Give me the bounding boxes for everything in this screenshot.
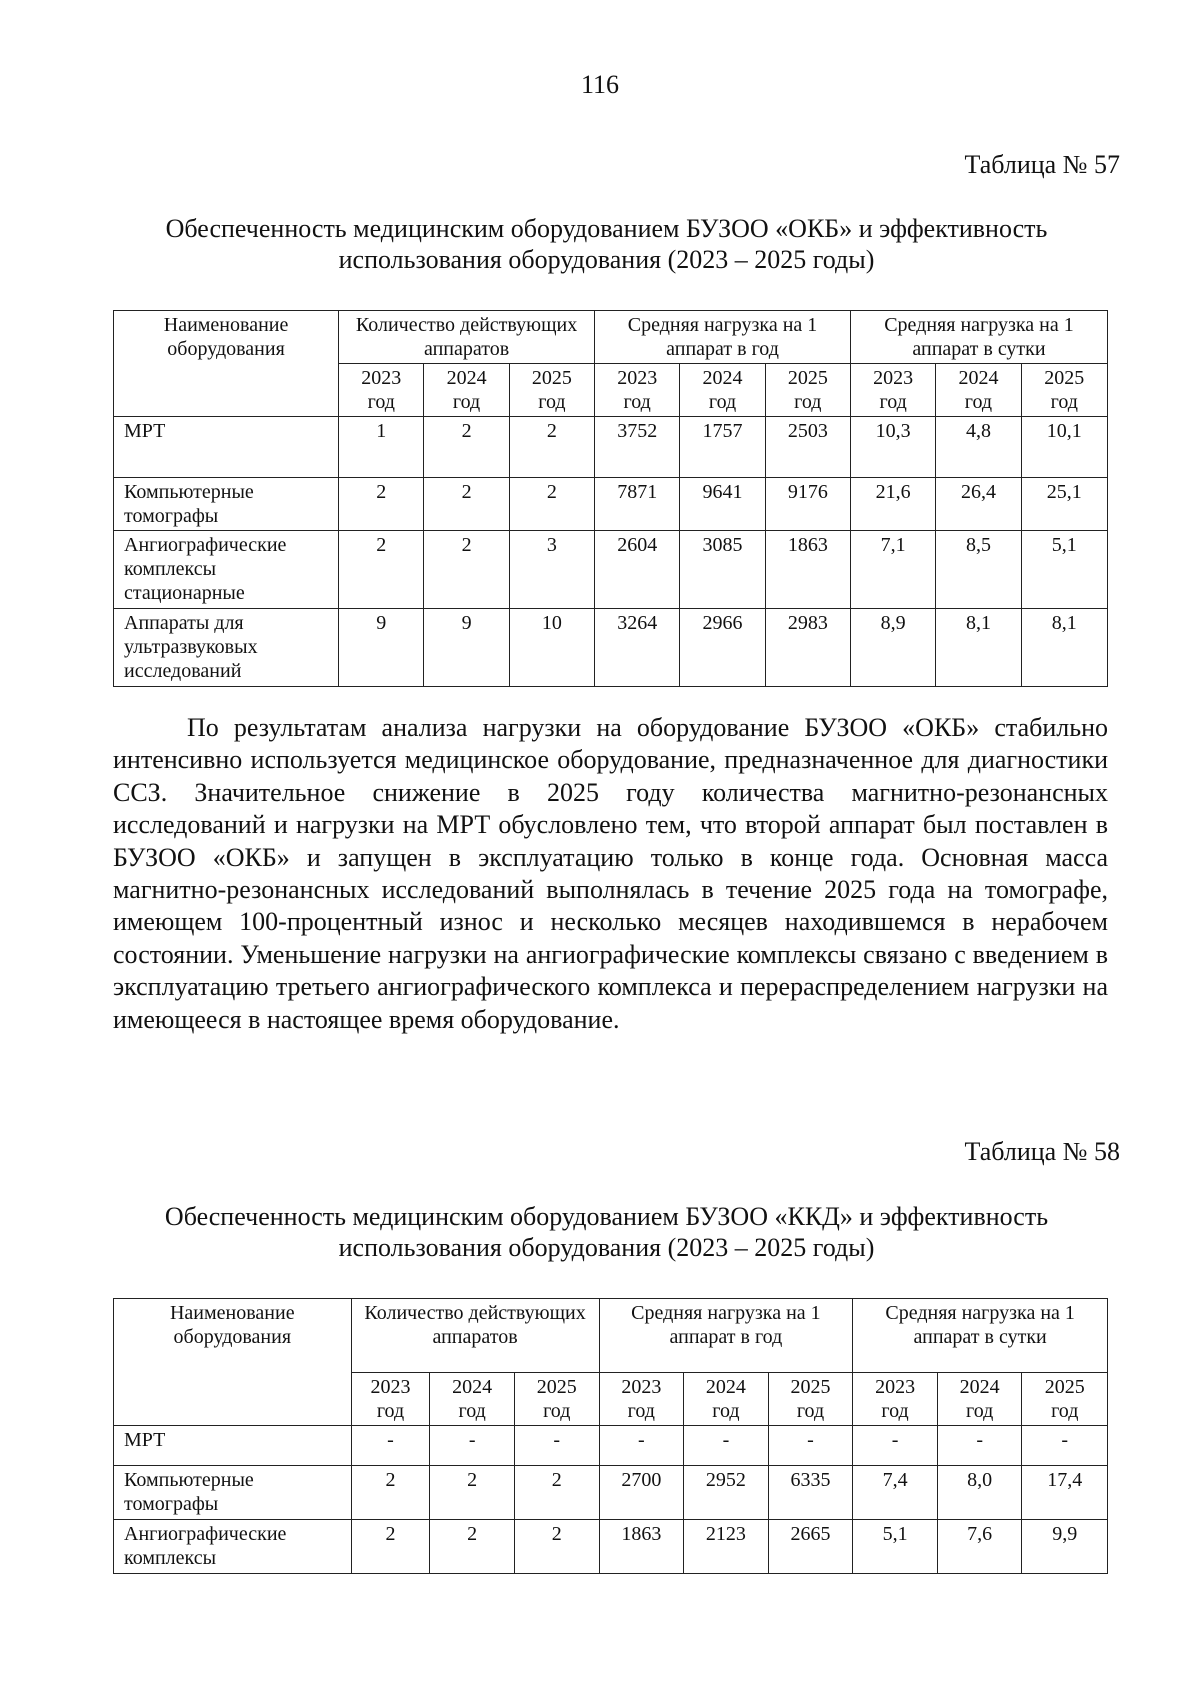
header-equipment-name: Наименование оборудования bbox=[114, 1299, 352, 1426]
header-year: 2025 bbox=[531, 367, 572, 389]
cell-value: 3752 bbox=[595, 417, 680, 478]
cell-value: 2 bbox=[351, 1466, 430, 1520]
table-57-title-line2: использования оборудования (2023 – 2025 годы) bbox=[338, 245, 875, 274]
header-year-unit: год bbox=[458, 1400, 486, 1422]
cell-value: 2983 bbox=[765, 609, 850, 687]
cell-value: - bbox=[768, 1426, 853, 1466]
cell-value: 21,6 bbox=[850, 478, 935, 531]
cell-value: 9176 bbox=[765, 478, 850, 531]
cell-value: 9 bbox=[424, 609, 509, 687]
header-active-units: Количество действующих аппаратов bbox=[351, 1299, 599, 1373]
cell-value: 2 bbox=[509, 478, 594, 531]
header-year-unit: год bbox=[1050, 391, 1078, 413]
cell-value: 7,6 bbox=[937, 1520, 1022, 1574]
header-year-cell bbox=[684, 1373, 769, 1426]
cell-value: 7,4 bbox=[853, 1466, 938, 1520]
header-year-cell bbox=[430, 1373, 515, 1426]
analysis-paragraph: По результатам анализа нагрузки на оборудование БУЗОО «ОКБ» стабильно интенсивно используется медицинское оборудование, предназначенное для диагностики ССЗ. Значительное снижение в 2025 году количества магнитно-резонансных исследований и нагрузки на МРТ обусловлено тем, что второй аппарат был поставлен в БУЗОО «ОКБ» и запущен в эксплуатацию только в конце года. Основная масса магнитно-резонансных исследований выполнялась в течение 2025 года на томографе, имеющем 100-процентный износ и несколько месяцев находившемся в нерабочем состоянии. Уменьшение нагрузки на ангиографические комплексы связано с введением в эксплуатацию третьего ангиографического комплекса и перераспределением нагрузки на имеющееся в настоящее время оборудование. bbox=[113, 713, 1108, 1034]
cell-value: 9,9 bbox=[1022, 1520, 1108, 1574]
header-year-cell bbox=[599, 1373, 684, 1426]
cell-value: 2 bbox=[430, 1466, 515, 1520]
cell-value: 26,4 bbox=[936, 478, 1021, 531]
cell-value: 2503 bbox=[765, 417, 850, 478]
table-row bbox=[114, 1426, 1108, 1466]
cell-value: 7,1 bbox=[850, 531, 935, 609]
table-58-title-line1: Обеспеченность медицинским оборудованием БУЗОО «ККД» и эффективность bbox=[164, 1202, 1049, 1231]
header-year-unit: год bbox=[627, 1400, 655, 1422]
equipment-name: Ангиографические комплексы стационарные bbox=[114, 531, 339, 609]
cell-value: 8,0 bbox=[937, 1466, 1022, 1520]
header-year-cell bbox=[768, 1373, 853, 1426]
header-year-unit: год bbox=[367, 391, 395, 413]
cell-value: 9641 bbox=[680, 478, 765, 531]
header-year-unit: год bbox=[376, 1400, 405, 1422]
cell-value: 25,1 bbox=[1021, 478, 1107, 531]
cell-value: 2 bbox=[509, 417, 594, 478]
cell-value: 1 bbox=[339, 417, 424, 478]
header-equipment-name: Наименование оборудования bbox=[114, 311, 339, 417]
cell-value: 1863 bbox=[599, 1520, 684, 1574]
header-year-cell bbox=[424, 364, 509, 417]
table-58-title-line2: использования оборудования (2023 – 2025 годы) bbox=[338, 1233, 875, 1262]
header-year-cell bbox=[339, 364, 424, 417]
header-year: 2024 bbox=[958, 367, 999, 389]
table-row bbox=[114, 609, 1108, 687]
table-58 bbox=[113, 1298, 1108, 1574]
header-year: 2023 bbox=[370, 1376, 411, 1398]
cell-value: 3085 bbox=[680, 531, 765, 609]
cell-value: 8,1 bbox=[1021, 609, 1107, 687]
header-year: 2023 bbox=[621, 1376, 662, 1398]
header-year-unit: год bbox=[1051, 1400, 1079, 1422]
header-annual-load: Средняя нагрузка на 1 аппарат в год bbox=[599, 1299, 853, 1373]
table-row bbox=[114, 1466, 1108, 1520]
cell-value: 4,8 bbox=[936, 417, 1021, 478]
cell-value: 17,4 bbox=[1022, 1466, 1108, 1520]
cell-value: - bbox=[430, 1426, 515, 1466]
cell-value: 2 bbox=[351, 1520, 430, 1574]
header-year: 2024 bbox=[705, 1376, 746, 1398]
table-row bbox=[114, 417, 1108, 478]
header-year: 2024 bbox=[452, 1376, 493, 1398]
cell-value: - bbox=[853, 1426, 938, 1466]
header-year-cell bbox=[1021, 364, 1107, 417]
header-year: 2023 bbox=[873, 367, 914, 389]
header-year-cell bbox=[514, 1373, 599, 1426]
cell-value: 2604 bbox=[595, 531, 680, 609]
table-57-title-line1: Обеспеченность медицинским оборудованием БУЗОО «ОКБ» и эффективность bbox=[165, 214, 1048, 243]
cell-value: 2 bbox=[339, 531, 424, 609]
header-year-unit: год bbox=[965, 1400, 994, 1422]
cell-value: 5,1 bbox=[1021, 531, 1107, 609]
cell-value: 10 bbox=[509, 609, 594, 687]
equipment-name: Аппараты для ультразвуковых исследований bbox=[114, 609, 339, 687]
header-year: 2025 bbox=[787, 367, 828, 389]
cell-value: 1757 bbox=[680, 417, 765, 478]
cell-value: 10,1 bbox=[1021, 417, 1107, 478]
header-year: 2025 bbox=[536, 1376, 577, 1398]
table-57-label: Таблица № 57 bbox=[964, 150, 1120, 179]
header-year-cell bbox=[765, 364, 850, 417]
header-year: 2025 bbox=[1044, 1376, 1085, 1398]
cell-value: 3 bbox=[509, 531, 594, 609]
header-year-unit: год bbox=[796, 1400, 825, 1422]
header-year-unit: год bbox=[708, 391, 737, 413]
header-year: 2023 bbox=[361, 367, 402, 389]
cell-value: - bbox=[1022, 1426, 1108, 1466]
header-year-cell bbox=[680, 364, 765, 417]
header-year: 2025 bbox=[1044, 367, 1085, 389]
table-58-label: Таблица № 58 bbox=[964, 1137, 1120, 1166]
header-daily-load: Средняя нагрузка на 1 аппарат в сутки bbox=[853, 1299, 1108, 1373]
header-year-cell bbox=[509, 364, 594, 417]
cell-value: 5,1 bbox=[853, 1520, 938, 1574]
cell-value: 8,9 bbox=[850, 609, 935, 687]
cell-value: 10,3 bbox=[850, 417, 935, 478]
equipment-name: МРТ bbox=[114, 417, 339, 478]
header-year: 2024 bbox=[702, 367, 743, 389]
cell-value: - bbox=[937, 1426, 1022, 1466]
cell-value: 2 bbox=[424, 478, 509, 531]
header-year-unit: год bbox=[794, 391, 822, 413]
cell-value: 2952 bbox=[684, 1466, 769, 1520]
cell-value: 2665 bbox=[768, 1520, 853, 1574]
page-number: 116 bbox=[580, 70, 620, 99]
cell-value: 8,5 bbox=[936, 531, 1021, 609]
header-year-cell bbox=[1022, 1373, 1108, 1426]
header-annual-load: Средняя нагрузка на 1 аппарат в год bbox=[595, 311, 851, 364]
header-year-unit: год bbox=[879, 391, 907, 413]
cell-value: 2966 bbox=[680, 609, 765, 687]
cell-value: - bbox=[684, 1426, 769, 1466]
table-57-title bbox=[105, 213, 1108, 275]
header-year-unit: год bbox=[543, 1400, 571, 1422]
header-year-cell bbox=[595, 364, 680, 417]
table-58-title bbox=[105, 1201, 1108, 1263]
cell-value: 3264 bbox=[595, 609, 680, 687]
table-row bbox=[114, 1520, 1108, 1574]
header-year: 2025 bbox=[790, 1376, 831, 1398]
header-year-cell bbox=[936, 364, 1021, 417]
header-year-unit: год bbox=[538, 391, 566, 413]
header-year-unit: год bbox=[452, 391, 481, 413]
cell-value: 2 bbox=[514, 1520, 599, 1574]
cell-value: 2700 bbox=[599, 1466, 684, 1520]
table-row bbox=[114, 478, 1108, 531]
cell-value: 2 bbox=[339, 478, 424, 531]
cell-value: 2 bbox=[514, 1466, 599, 1520]
header-year-cell bbox=[351, 1373, 430, 1426]
cell-value: 2123 bbox=[684, 1520, 769, 1574]
header-year-cell bbox=[850, 364, 935, 417]
header-active-units: Количество действующих аппаратов bbox=[339, 311, 595, 364]
cell-value: 2 bbox=[424, 417, 509, 478]
cell-value: 1863 bbox=[765, 531, 850, 609]
header-daily-load: Средняя нагрузка на 1 аппарат в сутки bbox=[850, 311, 1107, 364]
header-year-cell bbox=[937, 1373, 1022, 1426]
cell-value: 6335 bbox=[768, 1466, 853, 1520]
table-57 bbox=[113, 310, 1108, 687]
equipment-name: Ангиографические комплексы bbox=[114, 1520, 352, 1574]
cell-value: 7871 bbox=[595, 478, 680, 531]
header-year-unit: год bbox=[712, 1400, 740, 1422]
cell-value: 2 bbox=[424, 531, 509, 609]
cell-value: - bbox=[599, 1426, 684, 1466]
header-year: 2023 bbox=[617, 367, 658, 389]
cell-value: 9 bbox=[339, 609, 424, 687]
cell-value: - bbox=[351, 1426, 430, 1466]
header-year: 2024 bbox=[959, 1376, 1000, 1398]
cell-value: 8,1 bbox=[936, 609, 1021, 687]
header-year-cell bbox=[853, 1373, 938, 1426]
table-row bbox=[114, 531, 1108, 609]
equipment-name: Компьютерные томографы bbox=[114, 478, 339, 531]
cell-value: 2 bbox=[430, 1520, 515, 1574]
equipment-name: Компьютерные томографы bbox=[114, 1466, 352, 1520]
cell-value: - bbox=[514, 1426, 599, 1466]
header-year: 2023 bbox=[875, 1376, 916, 1398]
equipment-name: МРТ bbox=[114, 1426, 352, 1466]
header-year-unit: год bbox=[623, 391, 651, 413]
header-year: 2024 bbox=[446, 367, 487, 389]
header-year-unit: год bbox=[881, 1400, 909, 1422]
header-year-unit: год bbox=[964, 391, 993, 413]
